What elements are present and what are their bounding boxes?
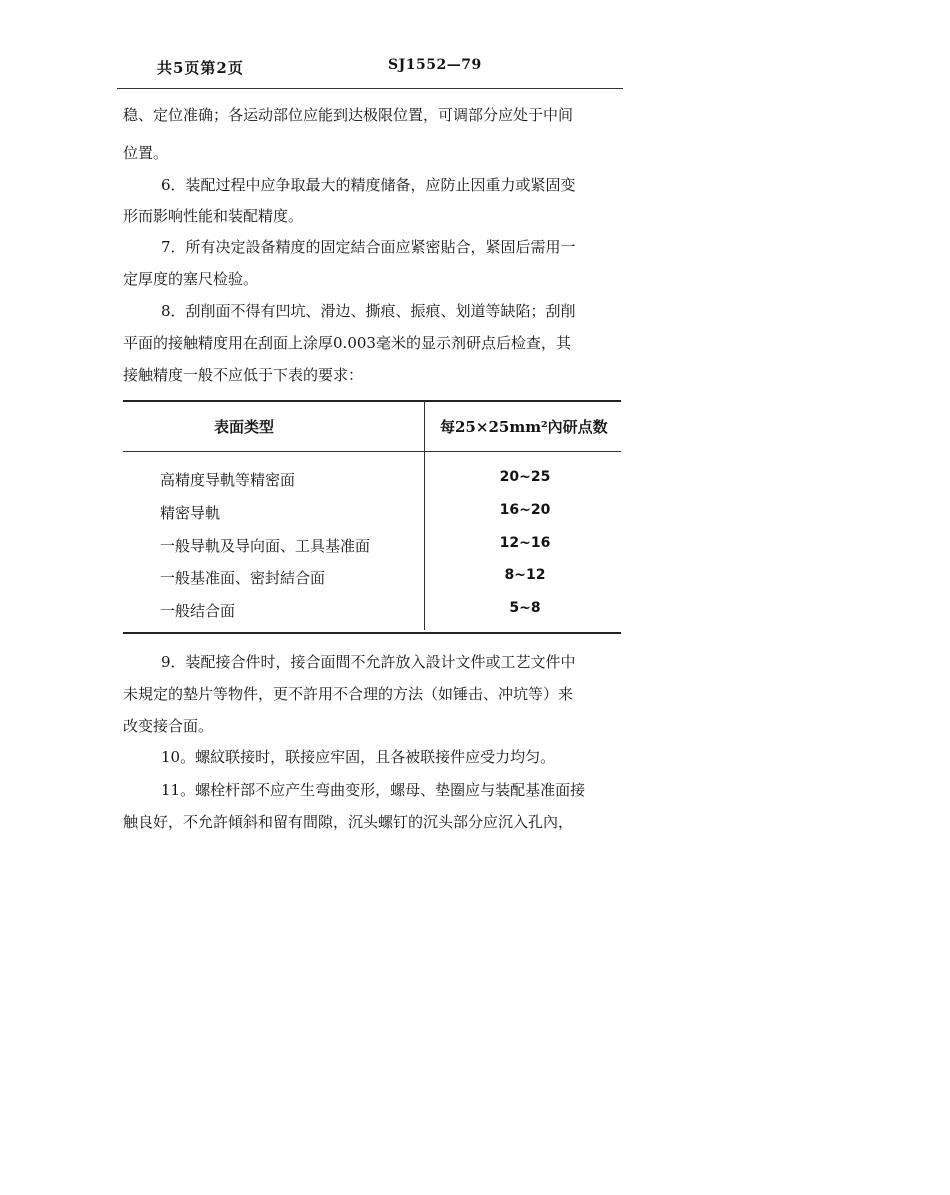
table-cell-type: 精密导軌	[160, 504, 221, 522]
table-top-rule	[123, 400, 621, 402]
table-column-divider	[424, 401, 425, 630]
item-11-line: 11。螺栓杆部不应产生弯曲变形，螺母、垫圈应与装配基准面接	[161, 781, 586, 799]
item-9-line: 改变接合面。	[123, 717, 214, 735]
table-cell-value: 5~8	[509, 600, 541, 616]
page-info: 共5页第2页	[157, 59, 244, 77]
item-6-line: 形而影响性能和装配精度。	[123, 207, 304, 225]
header-divider	[117, 88, 623, 89]
item-7-line: 定厚度的塞尺检验。	[123, 270, 259, 288]
item-10-line: 10。螺紋联接时，联接应牢固，且各被联接件应受力均匀。	[161, 748, 556, 766]
table-cell-type: 一般结合面	[160, 602, 236, 620]
table-header-point-count: 每25×25mm²內研点数	[440, 418, 608, 436]
table-header-rule	[123, 451, 621, 452]
table-cell-value: 20~25	[499, 469, 551, 485]
table-cell-type: 一般导軌及导向面、工具基准面	[160, 537, 371, 555]
item-8-line: 8．刮削面不得有凹坑、滑边、撕痕、振痕、划道等缺陷；刮削	[161, 302, 576, 320]
text-line: 位置。	[123, 144, 169, 162]
document-number: SJ1552—79	[388, 57, 482, 73]
item-6-line: 6．装配过程中应争取最大的精度储备，应防止因重力或紧固变	[161, 176, 576, 194]
table-header-surface-type: 表面类型	[214, 418, 275, 436]
item-7-line: 7．所有决定設备精度的固定結合面应紧密貼合，紧固后需用一	[161, 238, 576, 256]
table-cell-value: 16~20	[499, 502, 551, 518]
item-8-line: 平面的接触精度用在刮面上涂厚0.003毫米的显示剂研点后检查，其	[123, 334, 571, 352]
text-line: 稳、定位准确；各运动部位应能到达极限位置，可调部分应处于中间	[123, 106, 574, 124]
table-bottom-rule	[123, 632, 621, 634]
table-cell-value: 12~16	[499, 535, 551, 551]
item-11-line: 触良好，不允許傾斜和留有間隙，沉头螺钉的沉头部分应沉入孔內，	[123, 813, 574, 831]
item-9-line: 9．装配接合件时，接合面間不允許放入設计文件或工艺文件中	[161, 653, 576, 671]
item-8-line: 接触精度一般不应低于下表的要求：	[123, 366, 364, 384]
table-cell-type: 高精度导軌等精密面	[160, 471, 296, 489]
table-cell-type: 一般基准面、密封結合面	[160, 569, 326, 587]
table-cell-value: 8~12	[504, 567, 546, 583]
item-9-line: 未規定的墊片等物件，更不許用不合理的方法（如锤击、冲坑等）来	[123, 685, 574, 703]
